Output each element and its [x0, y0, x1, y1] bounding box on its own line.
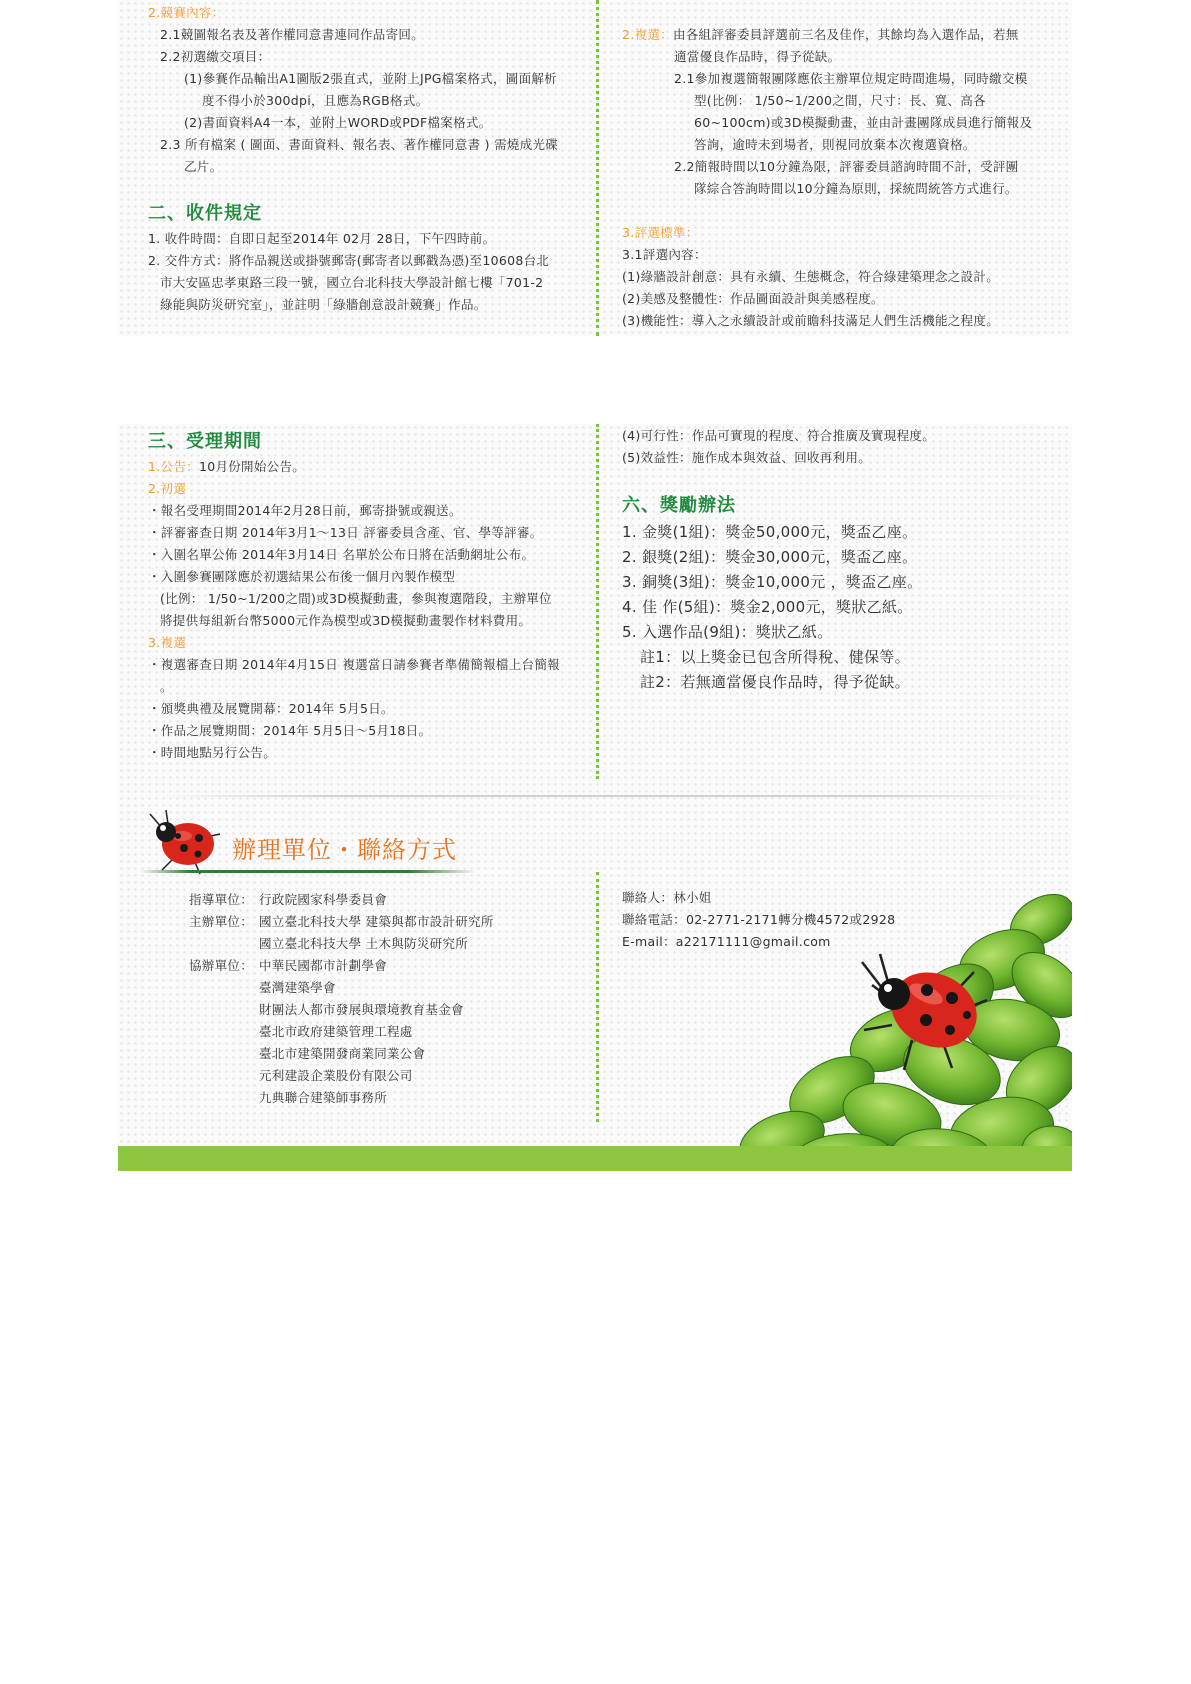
- co-label: 協辦單位：: [189, 958, 254, 973]
- host-unit: 國立臺北科技大學 土木與防災研究所: [259, 936, 469, 951]
- text-line: 1.公告：10月份開始公告。: [148, 459, 306, 474]
- text-line: 2.複選：由各組評審委員評選前三名及佳作，其餘均為入選作品，若無: [622, 27, 1019, 42]
- text-line: 。: [160, 679, 173, 694]
- leaves-illustration: [712, 890, 1072, 1175]
- text-line: 3.複選: [148, 635, 187, 650]
- text-line: 適當優良作品時，得予從缺。: [674, 49, 841, 64]
- text-line: [622, 200, 1032, 222]
- contact-person: 聯絡人：林小姐: [622, 890, 712, 905]
- text-line: 2.2初選繳交項目：: [160, 49, 271, 64]
- co-unit: 元利建設企業股份有限公司: [259, 1068, 413, 1083]
- awards-list: [622, 520, 922, 695]
- text-line: 型(比例： 1/50~1/200之間，尺寸：長、寬、高各: [694, 93, 986, 108]
- text-line: 答詢，逾時未到場者，則視同放棄本次複選資格。: [694, 137, 976, 152]
- label-prefix: 1.公告：: [148, 459, 199, 474]
- co-unit: 中華民國都市計劃學會: [259, 958, 388, 973]
- text-line: 3. 銅獎(3組)：獎金10,000元 ，獎盃乙座。: [622, 573, 923, 591]
- top-right-column: [622, 2, 1032, 332]
- host-label: 主辦單位：: [189, 914, 254, 929]
- awards-section: [622, 492, 922, 695]
- text-line: (3)機能性：導入之永續設計或前瞻科技滿足人們生活機能之程度。: [622, 313, 1000, 328]
- text-line: 2.1競圖報名表及著作權同意書連同作品寄回。: [160, 27, 424, 42]
- text-line: 2. 交件方式：將作品親送或掛號郵寄(郵寄者以郵戳為憑)至10608台北: [148, 253, 550, 268]
- text-line: 1. 收件時間：自即日起至2014年 02月 28日，下午四時前。: [148, 231, 496, 246]
- awards-title: 六、獎勵辦法: [622, 495, 736, 516]
- host-unit: 國立臺北科技大學 建築與都市設計研究所: [259, 914, 494, 929]
- text-line: 4. 佳 作(5組)：獎金2,000元，獎狀乙紙。: [622, 598, 913, 616]
- co-unit: 財團法人都市發展與環境教育基金會: [259, 1002, 464, 1017]
- text-line: ・評審審查日期 2014年3月1～13日 評審委員含產、官、學等評審。: [148, 525, 543, 540]
- text-line: 度不得小於300dpi，且應為RGB格式。: [202, 93, 429, 108]
- text-line: 二、收件規定: [148, 203, 262, 224]
- footer-bar: [118, 1146, 1072, 1171]
- text-line: 2.初選: [148, 481, 187, 496]
- co-unit: 臺北市政府建築管理工程處: [259, 1024, 413, 1039]
- text-line: 5. 入選作品(9組)：獎狀乙紙。: [622, 623, 833, 641]
- top-left-column: [148, 2, 558, 316]
- text-line: ・複選審查日期 2014年4月15日 複選當日請參賽者準備簡報檔上台簡報: [148, 657, 560, 672]
- organizer-list: [189, 889, 494, 1109]
- co-unit: 臺灣建築學會: [259, 980, 336, 995]
- text-line: 將提供每組新台幣5000元作為模型或3D模擬動畫製作材料費用。: [160, 613, 532, 628]
- text-line: 3.1評選內容：: [622, 247, 707, 262]
- co-unit: 九典聯合建築師事務所: [259, 1090, 388, 1105]
- text-line: (1)綠牆設計創意：具有永續、生態概念，符合綠建築理念之設計。: [622, 269, 1000, 284]
- text-line: 2.2簡報時間以10分鐘為限，評審委員諮詢時間不計，受評團: [674, 159, 1019, 174]
- text-line: (2)書面資料A4一本，並附上WORD或PDF檔案格式。: [184, 115, 492, 130]
- contact-phone: 聯絡電話：02-2771-2171轉分機4572或2928: [622, 912, 896, 927]
- contact-title: 辦理單位・聯絡方式: [232, 836, 457, 864]
- text-line: 60~100cm)或3D模擬動畫，並由計畫團隊成員進行簡報及: [694, 115, 1033, 130]
- text-line: (比例： 1/50~1/200之間)或3D模擬動畫，參與複選階段，主辦單位: [160, 591, 552, 606]
- column-divider-mid: [596, 424, 599, 779]
- text-line: 3.評選標準：: [622, 225, 699, 240]
- guide-unit: 行政院國家科學委員會: [259, 892, 388, 907]
- text-line: ・頒獎典禮及展覽開幕：2014年 5月5日。: [148, 701, 394, 716]
- text-line: ・作品之展覽期間：2014年 5月5日～5月18日。: [148, 723, 432, 738]
- text-line: (4)可行性：作品可實現的程度、符合推廣及實現程度。: [622, 428, 936, 443]
- text-line: 2.3 所有檔案 ( 圖面、書面資料、報名表、著作權同意書 ) 需燒成光碟: [160, 137, 559, 152]
- column-divider-top: [596, 0, 599, 336]
- text-line: ・入圍參賽團隊應於初選結果公布後一個月內製作模型: [148, 569, 456, 584]
- guide-label: 指導單位：: [189, 892, 254, 907]
- text-line: (2)美感及整體性：作品圖面設計與美感程度。: [622, 291, 884, 306]
- text-line: 1. 金獎(1組)：獎金50,000元，獎盃乙座。: [622, 523, 918, 541]
- text-line: ・時間地點另行公告。: [148, 745, 277, 760]
- contact-title-underline: [140, 870, 476, 873]
- text-line: 註1：以上獎金已包含所得稅、健保等。: [640, 648, 910, 666]
- mid-left-column: [148, 428, 560, 764]
- text-line: ・入圍名單公佈 2014年3月14日 名單於公布日將在活動網址公布。: [148, 547, 535, 562]
- column-divider-contact: [596, 872, 599, 1122]
- text-line: 2.1參加複選簡報團隊應依主辦單位規定時間進場，同時繳交模: [674, 71, 1028, 86]
- contact-email[interactable]: E-mail：a22171111@gmail.com: [622, 934, 831, 949]
- text-line: 三、受理期間: [148, 431, 262, 452]
- text-line: ・報名受理期間2014年2月28日前，郵寄掛號或親送。: [148, 503, 462, 518]
- mid-right-column: [622, 425, 935, 469]
- text-line: [148, 178, 558, 200]
- text-line: 隊綜合答詢時間以10分鐘為原則，採統問統答方式進行。: [694, 181, 1018, 196]
- section-separator: [160, 795, 1050, 797]
- text-line: 2.競賽內容：: [148, 5, 225, 20]
- text-line: (5)效益性：施作成本與效益、回收再利用。: [622, 450, 872, 465]
- co-unit: 臺北市建築開發商業同業公會: [259, 1046, 426, 1061]
- text-line: [622, 2, 1032, 24]
- text-line: 乙片。: [184, 159, 223, 174]
- label-prefix: 2.複選：: [622, 27, 673, 42]
- text-line: (1)參賽作品輸出A1圖版2張直式，並附上JPG檔案格式，圖面解析: [184, 71, 557, 86]
- text-line: 市大安區忠孝東路三段一號，國立台北科技大學設計館七樓「701-2: [160, 275, 544, 290]
- text-line: 註2：若無適當優良作品時，得予從缺。: [640, 673, 910, 691]
- text-line: 綠能與防災研究室」，並註明「綠牆創意設計競賽」作品。: [160, 297, 487, 312]
- text-line: 2. 銀獎(2組)：獎金30,000元，獎盃乙座。: [622, 548, 918, 566]
